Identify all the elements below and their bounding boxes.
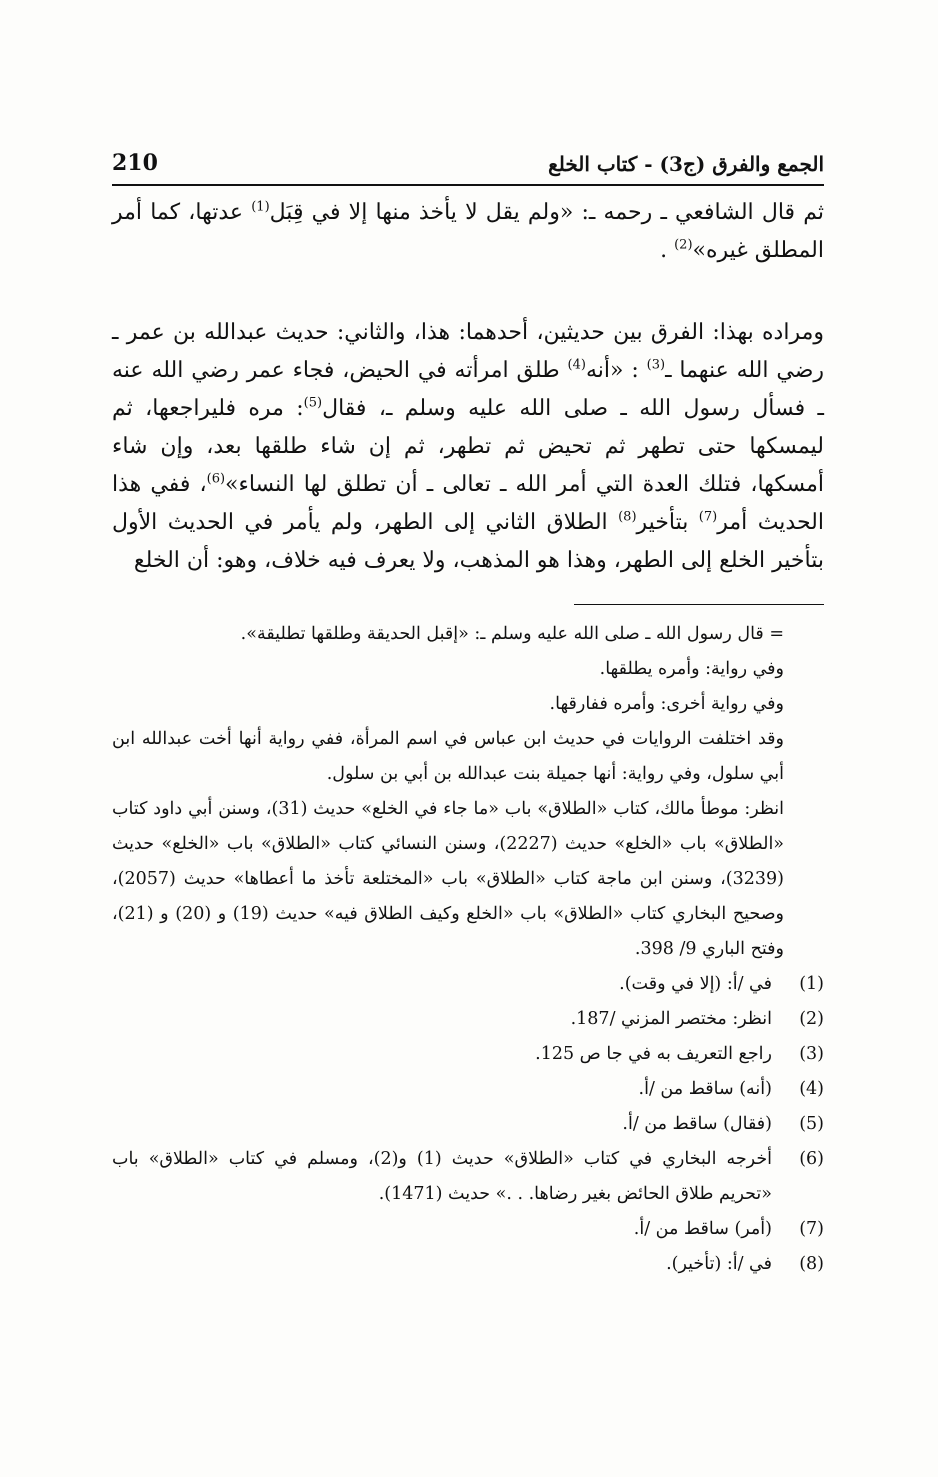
footnote-ref[interactable]: (4) bbox=[567, 357, 586, 373]
continuation-line: انظر: موطأ مالك، كتاب «الطلاق» باب «ما جاء في الخلع» حديث (31)، وسنن أبي داود كتاب «الطلاق» باب «الخلع» حديث (2227)، وسنن النسائي كتاب «الطلاق» باب «الخلع» حديث (3239)، وسنن ابن ماجة كتاب «الطلاق» باب «المختلعة تأخذ ما أعطاها» حديث (2057)، وصحيح البخاري كتاب «الطلاق» باب «الخلع وكيف الطلاق فيه» حديث (19) و (20) و (21)، وفتح الباري 9/ 398. bbox=[112, 799, 785, 959]
footnote-number: (8) bbox=[799, 1254, 824, 1274]
footnote-text: (أنه) ساقط من /أ. bbox=[638, 1079, 772, 1099]
footnote-ref[interactable]: (1) bbox=[251, 199, 270, 215]
paragraph-1 bbox=[112, 194, 824, 270]
footnote-number: (2) bbox=[799, 1009, 824, 1029]
footnotes bbox=[112, 617, 824, 1282]
header-rule bbox=[112, 184, 824, 186]
footnote-ref[interactable]: (7) bbox=[698, 509, 718, 525]
running-head: الجمع والفرق (ج3) - كتاب الخلع bbox=[548, 152, 824, 176]
main-text bbox=[112, 194, 824, 580]
footnote-ref[interactable]: (2) bbox=[674, 237, 693, 253]
text-run: : «أنه bbox=[585, 358, 647, 383]
footnote-number: (4) bbox=[799, 1079, 824, 1099]
footnote-text: في /أ: (إلا في وقت). bbox=[619, 974, 772, 994]
paragraph-2 bbox=[112, 314, 824, 580]
text-run: ومراده بهذا: الفرق بين حديثين، أحدهما: هذا، والثاني: حديث عبدالله بن عمر ـ رضي الله عنهما ـ bbox=[112, 320, 825, 383]
footnote-number: (6) bbox=[799, 1149, 824, 1169]
text-run: . bbox=[660, 238, 675, 263]
footnote-number: (5) bbox=[799, 1114, 824, 1134]
text-run: بتأخير bbox=[636, 510, 699, 535]
continuation-line: وفي رواية: وأمره يطلقها. bbox=[599, 659, 784, 679]
page-header bbox=[112, 150, 824, 184]
continuation-line: وقد اختلفت الروايات في حديث ابن عباس في اسم المرأة، ففي رواية أنها أخت عبدالله ابن أبي سلول، وفي رواية: أنها جميلة بنت عبدالله بن أبي بن سلول. bbox=[112, 729, 784, 784]
footnote-item bbox=[112, 1247, 824, 1282]
footnote-item bbox=[112, 1037, 824, 1072]
footnote-text: انظر: مختصر المزني /187. bbox=[570, 1009, 772, 1029]
text-run: عدتها، كما أمر المطلق غيره» bbox=[112, 200, 824, 263]
footnote-text: (فقال) ساقط من /أ. bbox=[622, 1114, 772, 1134]
footnote-text: في /أ: (تأخير). bbox=[666, 1254, 772, 1274]
footnote-item bbox=[112, 1072, 824, 1107]
footnote-text: أخرجه البخاري في كتاب «الطلاق» حديث (1) و(2)، ومسلم في كتاب «الطلاق» باب «تحريم طلاق الحائض بغير رضاها. . .» حديث (1471). bbox=[112, 1149, 772, 1204]
footnote-ref[interactable]: (8) bbox=[618, 509, 637, 525]
footnote-text: راجع التعريف به في جا ص 125. bbox=[535, 1044, 772, 1064]
footnote-ref[interactable]: (3) bbox=[646, 357, 666, 373]
continuation-line: وفي رواية أخرى: وأمره ففارقها. bbox=[549, 694, 784, 714]
text-run: ، ففي هذا الحديث أمر bbox=[112, 472, 824, 535]
text-run: : مره فليراجعها، ثم ليمسكها حتى تطهر ثم تحيض ثم تطهر، ثم إن شاء طلقها بعد، وإن شاء أمسكها، فتلك العدة التي أمر الله ـ تعالى ـ أن تطلق لها النساء» bbox=[112, 396, 824, 497]
footnote-ref[interactable]: (6) bbox=[206, 471, 226, 487]
footnote-number: (3) bbox=[799, 1044, 824, 1064]
footnote-item bbox=[112, 1107, 824, 1142]
footnote-item bbox=[112, 1142, 824, 1212]
text-run: طلق امرأته في الحيض، فجاء عمر رضي الله عنه ـ فسأل رسول الله ـ صلى الله عليه وسلم ـ، فقال bbox=[112, 358, 825, 421]
text-run: ثم قال الشافعي ـ رحمه ـ: «ولم يقل لا يأخذ منها إلا في قِبَل bbox=[269, 200, 824, 225]
footnote-list bbox=[112, 967, 824, 1282]
footnote-continuation bbox=[112, 617, 824, 967]
footnote-number: (1) bbox=[799, 974, 824, 994]
book-page bbox=[112, 150, 824, 1282]
page-number: 210 bbox=[112, 150, 158, 176]
footnote-separator bbox=[574, 604, 824, 605]
footnote-item bbox=[112, 1002, 824, 1037]
text-run: الطلاق الثاني إلى الطهر، ولم يأمر في الحديث الأول بتأخير الخلع إلى الطهر، وهذا هو المذهب، ولا يعرف فيه خلاف، وهو: أن الخلع bbox=[112, 510, 824, 573]
footnote-item bbox=[112, 1212, 824, 1247]
footnote-item bbox=[112, 967, 824, 1002]
continuation-line: = قال رسول الله ـ صلى الله عليه وسلم ـ: «إقبل الحديقة وطلقها تطليقة». bbox=[240, 624, 784, 644]
footnote-ref[interactable]: (5) bbox=[303, 395, 323, 411]
footnote-separator-wrap bbox=[112, 580, 824, 617]
footnote-number: (7) bbox=[799, 1219, 824, 1239]
footnote-text: (أمر) ساقط من /أ. bbox=[633, 1219, 772, 1239]
